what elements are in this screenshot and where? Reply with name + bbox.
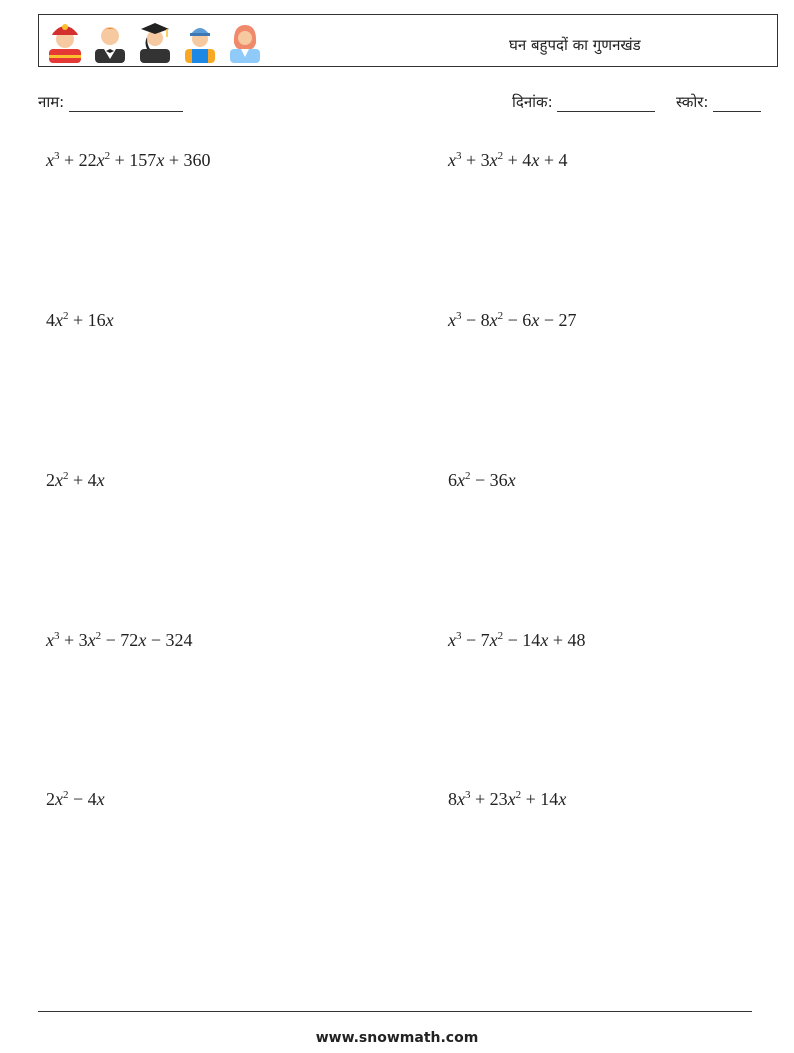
problem-10: $8x^3 + 23x^2 + 14x$ — [448, 789, 567, 809]
score-field[interactable] — [676, 92, 761, 112]
date-field[interactable] — [512, 92, 655, 112]
problem-2: $x^3 + 3x^2 + 4x + 4$ — [448, 150, 568, 170]
page-title: घन बहुपदों का गुणनखंड — [509, 36, 641, 54]
woman-icon — [225, 19, 265, 63]
firefighter-icon — [45, 19, 85, 63]
date-blank[interactable] — [557, 95, 655, 112]
name-blank[interactable] — [69, 95, 183, 112]
avatar-row — [45, 19, 265, 63]
worker-icon — [180, 19, 220, 63]
problem-9: $2x^2 - 4x$ — [46, 789, 105, 809]
score-label: स्कोर: — [676, 93, 709, 111]
problem-7: $x^3 + 3x^2 - 72x - 324$ — [46, 630, 193, 650]
graduate-icon — [135, 19, 175, 63]
problem-6: $6x^2 - 36x$ — [448, 470, 516, 490]
footer-divider — [38, 1011, 752, 1012]
problem-1: $x^3 + 22x^2 + 157x + 360$ — [46, 150, 211, 170]
name-label: नाम: — [38, 93, 65, 111]
problem-5: $2x^2 + 4x$ — [46, 470, 105, 490]
problem-8: $x^3 - 7x^2 - 14x + 48$ — [448, 630, 586, 650]
footer-website[interactable]: www.snowmath.com — [315, 1030, 479, 1046]
date-label: दिनांक: — [512, 93, 553, 111]
problem-3: $4x^2 + 16x$ — [46, 310, 114, 330]
problem-4: $x^3 - 8x^2 - 6x - 27$ — [448, 310, 577, 330]
waiter-icon — [90, 19, 130, 63]
header-box — [38, 14, 778, 67]
score-blank[interactable] — [713, 95, 761, 112]
name-field[interactable] — [38, 92, 183, 112]
